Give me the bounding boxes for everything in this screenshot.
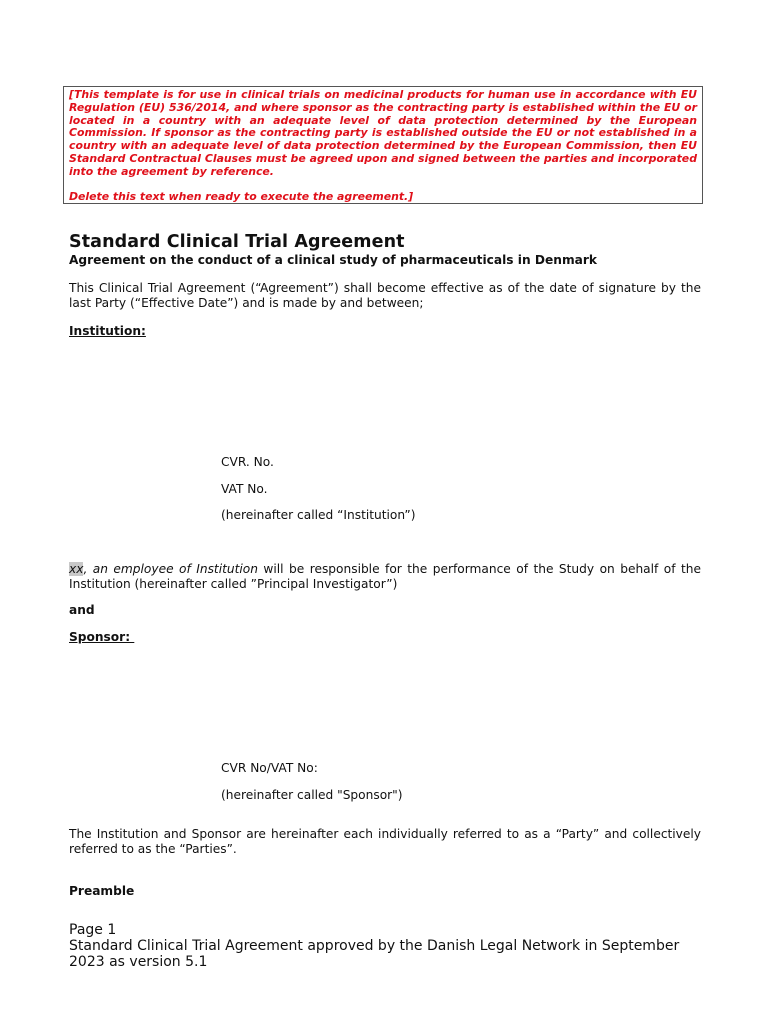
sponsor-cvr-vat: CVR No/VAT No: [221, 761, 318, 775]
institution-label: Institution: [69, 324, 146, 338]
parties-paragraph: The Institution and Sponsor are hereinafter each individually referred to as a “Party” and collectively referred to as the “Parties”. [69, 827, 701, 856]
placeholder-highlight: xx [69, 562, 84, 576]
page-footer [69, 922, 719, 970]
preamble-heading: Preamble [69, 884, 135, 898]
institution-cvr: CVR. No. [221, 455, 274, 469]
document-title: Standard Clinical Trial Agreement [69, 232, 405, 252]
institution-called: (hereinafter called “Institution”) [221, 508, 416, 522]
template-notice-box [63, 86, 703, 204]
document-subtitle: Agreement on the conduct of a clinical study of pharmaceuticals in Denmark [69, 253, 598, 267]
approval-note: Standard Clinical Trial Agreement approved by the Danish Legal Network in September 2023 as version 5.1 [69, 938, 680, 970]
institution-vat: VAT No. [221, 482, 268, 496]
delete-instruction: Delete this text when ready to execute the agreement.] [69, 189, 414, 203]
and-label: and [69, 603, 95, 617]
principal-investigator-paragraph [69, 562, 701, 592]
template-notice-text: [This template is for use in clinical trials on medicinal products for human use in accordance with EU Regulation (EU) 536/2014, and where sponsor as the contracting party is established within the EU or located in a country with an adequate level of data protection determined by the European Commission. If sponsor as the contracting party is established outside the EU or not established in a country with an adequate level of data protection determined by the European Commission, then EU Standard Contractual Clauses must be agreed upon and signed between the parties and incorporated into the agreement by reference. [69, 88, 697, 178]
pi-rest: will be responsible for the performance of the Study on behalf of the Institution (hereinafter called ”Principal Investigator”) [69, 562, 701, 591]
employee-phrase: , an employee of Institution [83, 562, 258, 576]
sponsor-label: Sponsor: [69, 630, 135, 644]
page-number: Page 1 [69, 922, 117, 938]
sponsor-called: (hereinafter called "Sponsor") [221, 788, 403, 802]
intro-paragraph: This Clinical Trial Agreement (“Agreement”) shall become effective as of the date of signature by the last Party (“Effective Date”) and is made by and between; [69, 281, 701, 310]
